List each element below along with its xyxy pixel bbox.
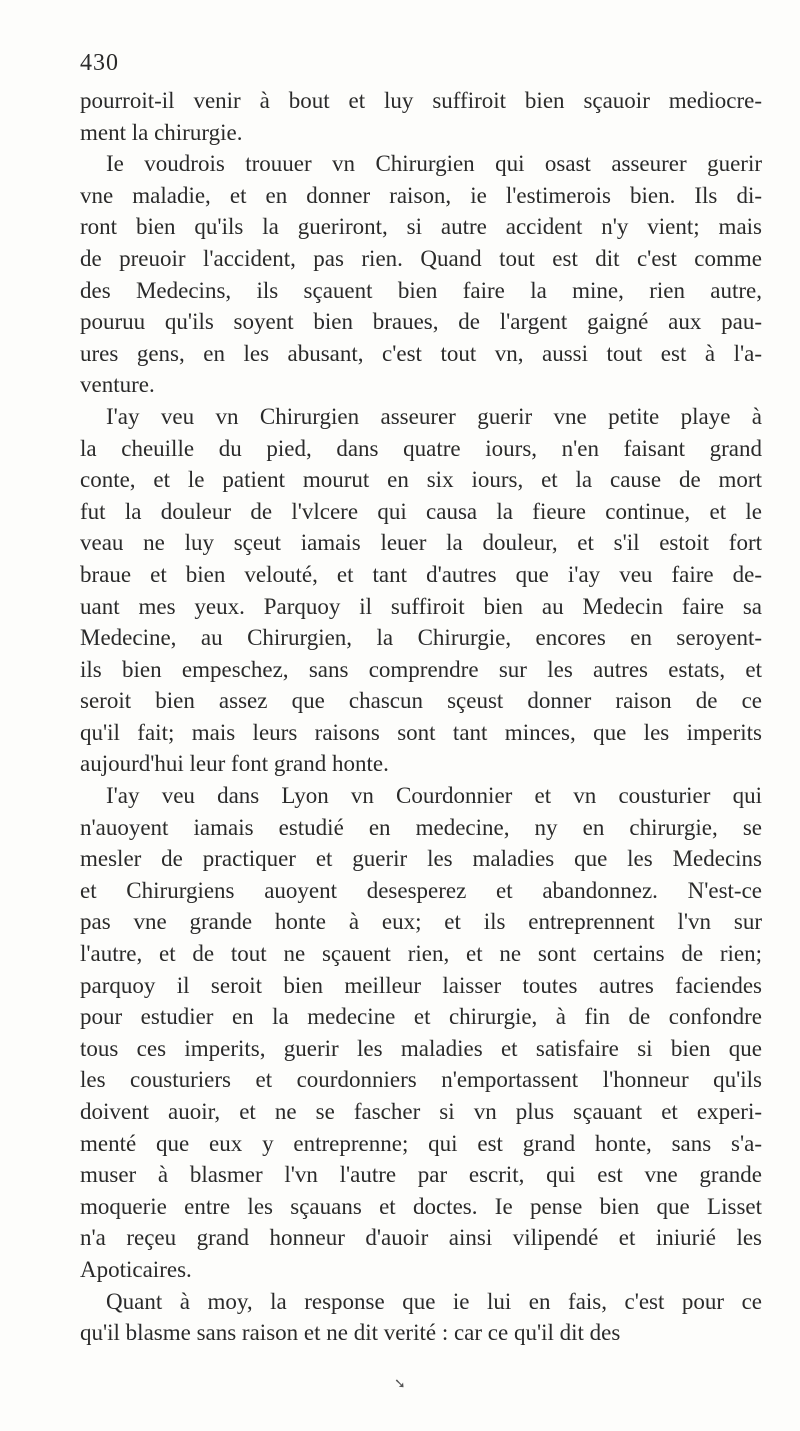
page-number: 430 [80,50,119,76]
text-line: tous ces imperits, guerir les maladies et satisfaire si bien que [80,1035,762,1061]
text-line: moquerie entre les sçauans et doctes. Ie pense bien que Lisset [80,1193,762,1219]
text-line: des Medecins, ils sçauent bien faire la mine, rien autre, [80,277,762,303]
text-line: menté que eux y entreprenne; qui est grand honte, sans s'a- [80,1130,762,1156]
text-line: uant mes yeux. Parquoy il suffiroit bien au Medecin faire sa [80,593,762,619]
text-line: I'ay veu dans Lyon vn Courdonnier et vn cousturier qui [106,783,762,809]
text-line: mesler de practiquer et guerir les maladies que les Medecins [80,846,762,872]
text-line: conte, et le patient mourut en six iours, et la cause de mort [80,467,762,493]
text-line: Ie voudrois trouuer vn Chirurgien qui osast asseurer guerir [106,151,762,177]
text-line: Apoticaires. [80,1256,192,1282]
text-line: muser à blasmer l'vn l'autre par escrit, qui est vne grande [80,1162,762,1188]
text-line: n'a reçeu grand honneur d'auoir ainsi vilipendé et iniurié les [80,1225,762,1251]
text-line: I'ay veu vn Chirurgien asseurer guerir vne petite playe à [106,403,762,429]
text-line: aujourd'hui leur font grand honte. [80,751,389,777]
text-line: qu'il fait; mais leurs raisons sont tant minces, que les imperits [80,719,762,745]
text-line: ures gens, en les abusant, c'est tout vn, aussi tout est à l'a- [80,340,762,366]
text-line: vne maladie, et en donner raison, ie l'estimerois bien. Ils di- [80,182,762,208]
text-line: venture. [80,372,155,398]
text-line: qu'il blasme sans raison et ne dit verité : car ce qu'il dit des [80,1320,621,1346]
text-line: fut la douleur de l'vlcere qui causa la fieure continue, et le [80,498,762,524]
text-line: et Chirurgiens auoyent desesperez et abandonnez. N'est-ce [80,877,762,903]
text-line: la cheuille du pied, dans quatre iours, n'en faisant grand [80,435,762,461]
text-line: l'autre, et de tout ne sçauent rien, et ne sont certains de rien; [80,941,762,967]
ornament-mark: ➘ [394,1377,406,1392]
text-line: ront bien qu'ils la gueriront, si autre accident n'y vient; mais [80,214,762,240]
body-text [80,85,762,1349]
text-line: ils bien empeschez, sans comprendre sur les autres estats, et [80,656,762,682]
text-line: n'auoyent iamais estudié en medecine, ny en chirurgie, se [80,814,762,840]
text-line: pour estudier en la medecine et chirurgie, à fin de confondre [80,1004,762,1030]
text-line: pouruu qu'ils soyent bien braues, de l'argent gaigné aux pau- [80,309,762,335]
text-line: de preuoir l'accident, pas rien. Quand tout est dit c'est comme [80,245,762,271]
text-line: Medecine, au Chirurgien, la Chirurgie, encores en seroyent- [80,625,762,651]
text-line: pas vne grande honte à eux; et ils entreprennent l'vn sur [80,909,762,935]
text-line: doivent auoir, et ne se fascher si vn plus sçauant et experi- [80,1099,762,1124]
text-line: braue et bien velouté, et tant d'autres que i'ay veu faire de- [80,561,762,587]
text-line: parquoy il seroit bien meilleur laisser toutes autres faciendes [80,972,762,998]
text-line: ment la chirurgie. [80,119,243,145]
text-line: pourroit-il venir à bout et luy suffiroit bien sçauoir mediocre- [80,88,762,113]
text-line: seroit bien assez que chascun sçeust donner raison de ce [80,688,762,714]
text-line: veau ne luy sçeut iamais leuer la douleur, et s'il estoit fort [80,530,762,556]
text-line: Quant à moy, la response que ie lui en fais, c'est pour ce [106,1288,762,1314]
text-line: les cousturiers et courdonniers n'emportassent l'honneur qu'ils [80,1067,762,1093]
